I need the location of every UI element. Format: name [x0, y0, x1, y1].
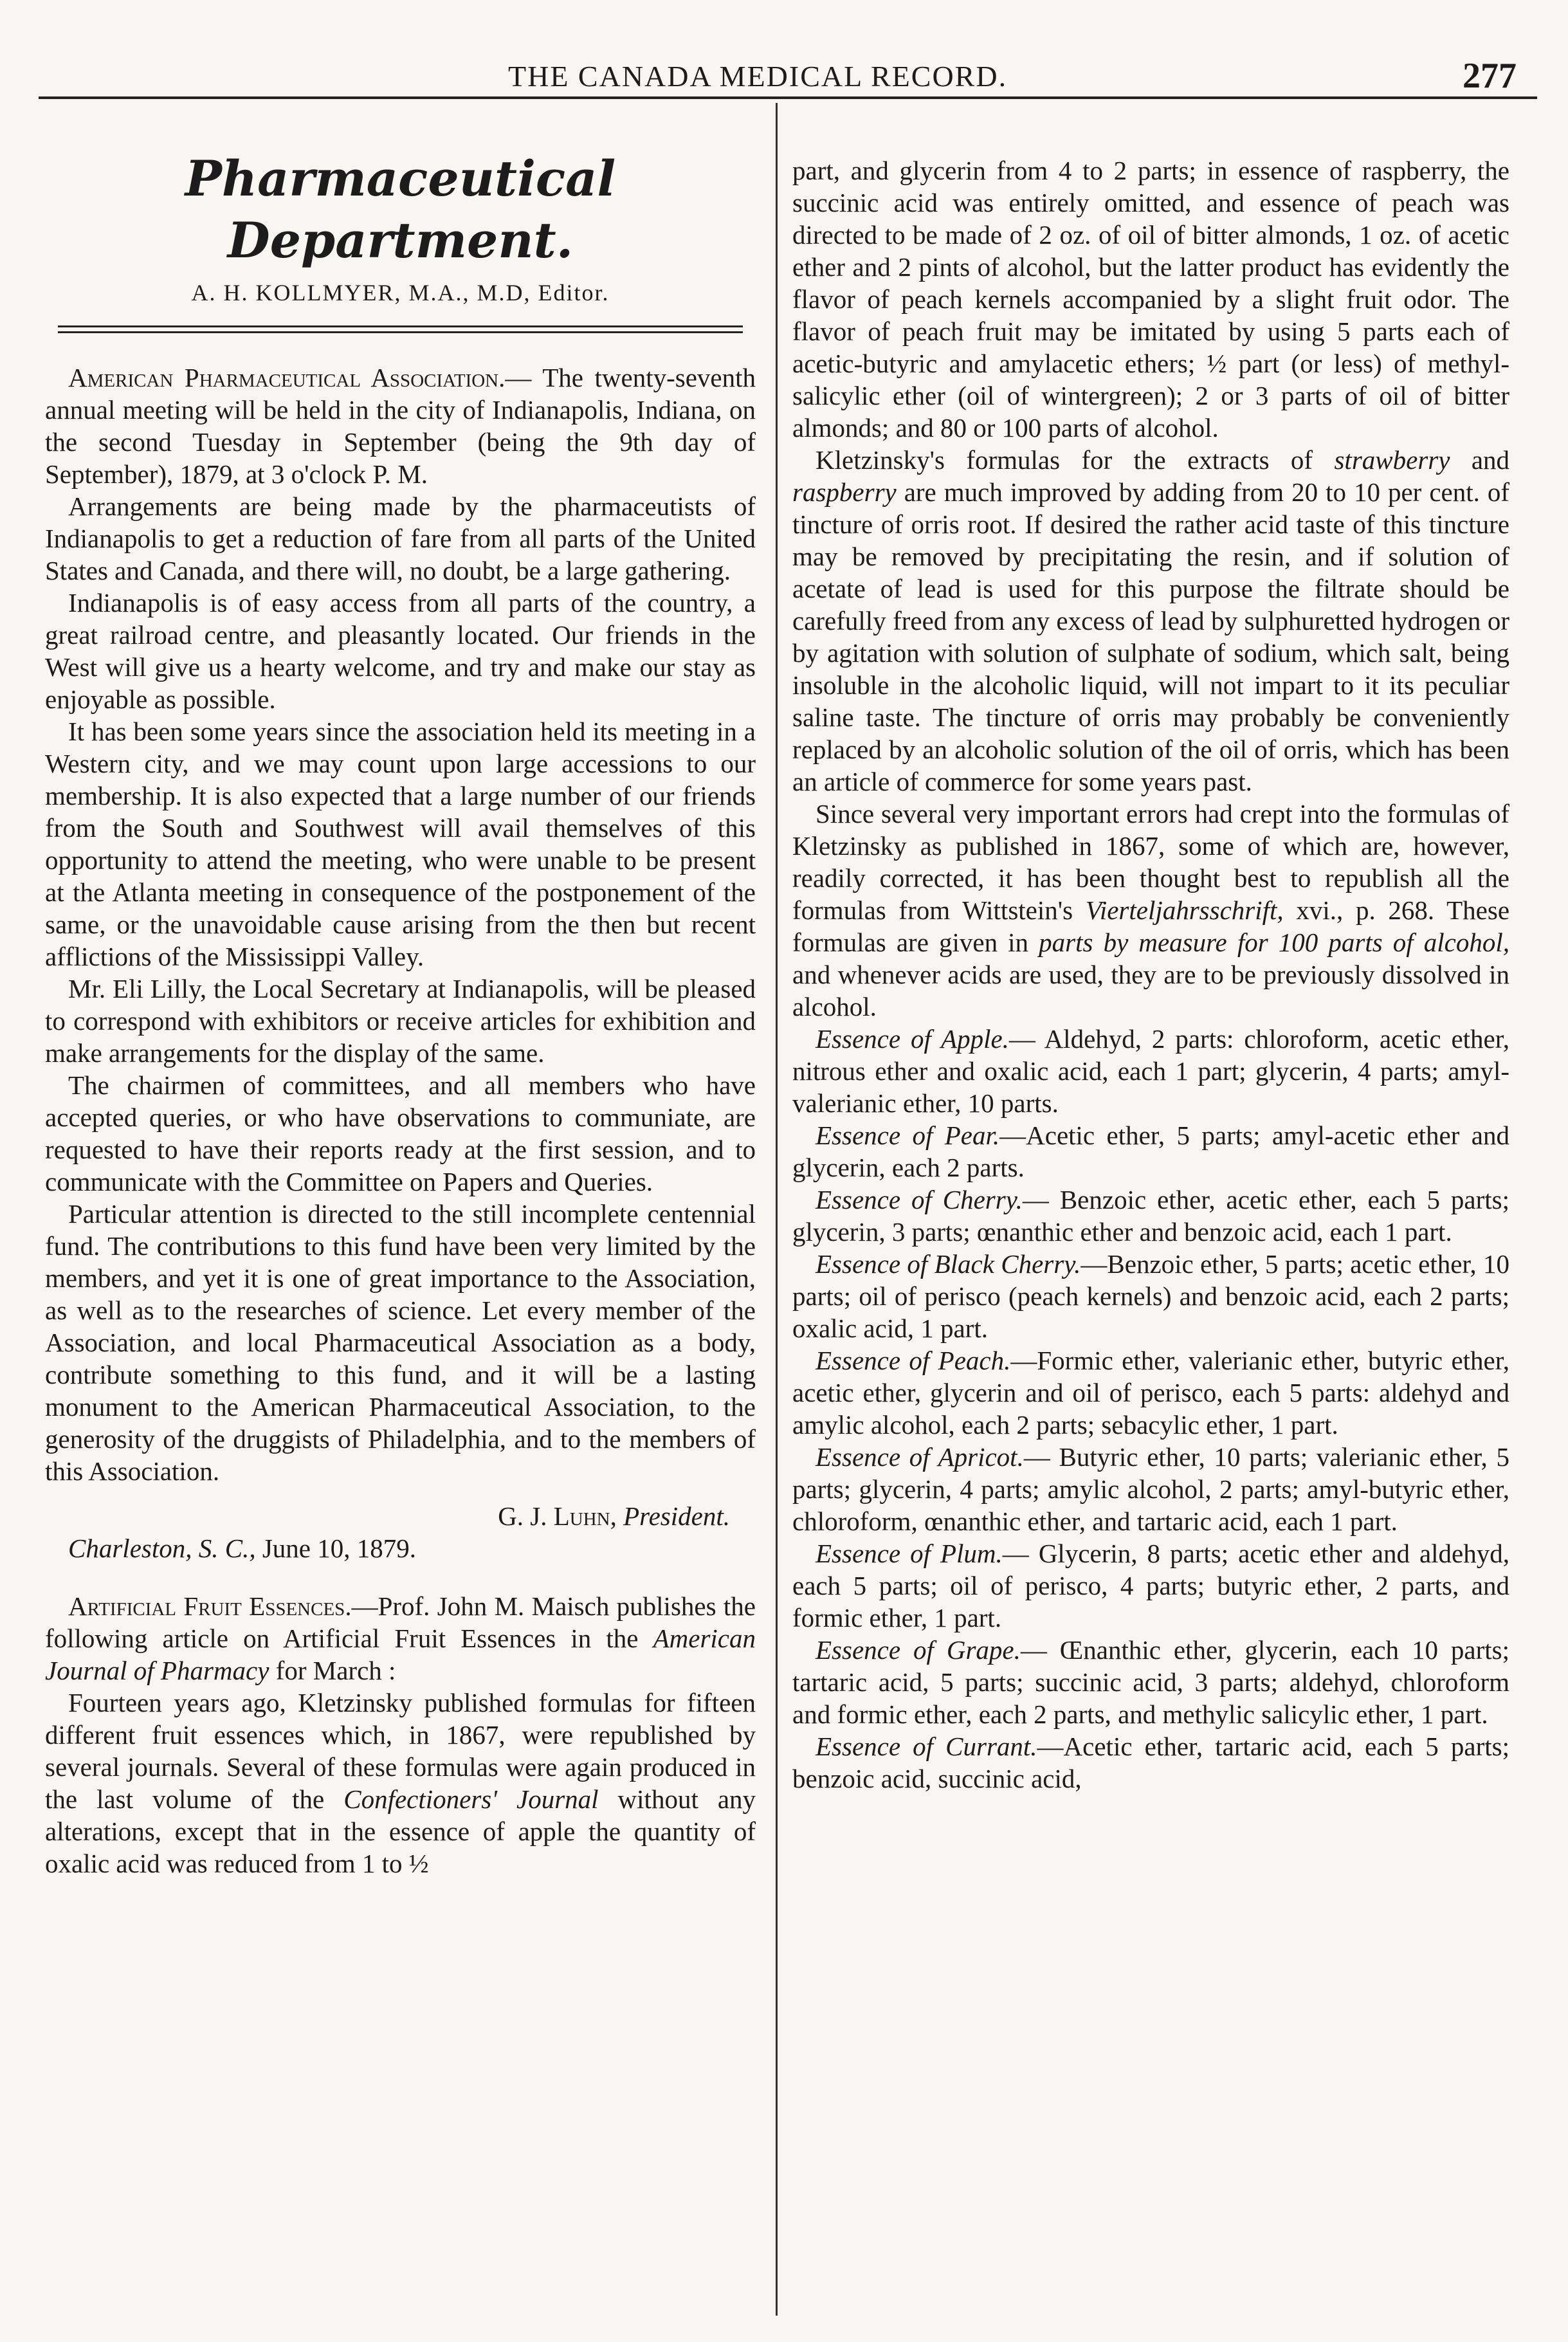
signature [45, 1500, 756, 1532]
raspberry-term: raspberry [792, 477, 897, 507]
afe-text-2-end: without any alterations, except that in the essence of apple the quantity of oxalic acid was reduced from 1 to ½ [45, 1784, 756, 1878]
running-head [0, 26, 1568, 96]
essence-name: Essence of Peach. [816, 1346, 1011, 1375]
essence-text: —Acetic ether, tartaric acid, each 5 parts; benzoic acid, succinic acid, [792, 1732, 1509, 1793]
afe-journal-2: Confectioners' Journal [343, 1784, 599, 1814]
aph-paragraph-4: It has been some years since the association held its meeting in a Western city, and we may count upon large accessions to our membership. It is also expected that a large number of our friends from the South and Southwest will avail themselves of this opportunity to attend the meeting, who were unable to be present at the Atlanta meeting in consequence of the postponement of the same, or the unavoidable cause arising from the then but recent afflictions of the Mississippi Valley. [45, 717, 756, 971]
afe-text-2: Fourteen years ago, Kletzinsky published formulas for fifteen different fruit essences which, in 1867, were republished by several journals. Several of these formulas were again produced in the last volume of the [45, 1688, 756, 1814]
strawberry-term: strawberry [1334, 445, 1450, 475]
aph-paragraph-7: Particular attention is directed to the still incomplete centennial fund. The contributions to this fund have been very limited by the members, and yet it is one of great importance to the Association, as well as to the researches of science. Let every member of the Association, and local Pharmaceutical Association as a body, contribute something to this fund, and it will be a lasting monument to the American Pharmaceutical Association, to the generosity of the druggists of Philadelphia, and to the members of this Association. [45, 1199, 756, 1486]
aph-heading: American Pharmaceutical Association.— [68, 363, 532, 392]
department-editor: A. H. KOLLMYER, M.A., M.D, Editor. [191, 280, 610, 306]
right-text-3b: xvi., p. 268. These formulas are given in [792, 895, 1510, 957]
measure-term: parts by measure for 100 parts of alcohol, [1039, 928, 1510, 957]
department-title: Pharmaceutical Department. [185, 150, 616, 269]
essence-paragraph [792, 1634, 1509, 1730]
essence-paragraph [792, 1730, 1509, 1795]
afe-paragraph-2 [45, 1687, 756, 1880]
essence-name: Essence of Apple. [816, 1024, 1009, 1054]
essence-paragraph [792, 1537, 1509, 1634]
essence-name: Essence of Grape. [816, 1635, 1021, 1665]
right-paragraph-3 [792, 798, 1509, 1023]
place: Charleston, S. C., [68, 1533, 256, 1563]
essence-name: Essence of Pear. [816, 1121, 1000, 1150]
essence-name: Essence of Cherry. [816, 1185, 1023, 1214]
right-text-2a: Kletzinsky's formulas for the extracts of [816, 445, 1313, 475]
essence-name: Essence of Black Cherry. [816, 1249, 1081, 1279]
page-number: 277 [1463, 56, 1517, 96]
place-date [45, 1532, 756, 1564]
aph-text-1: The twenty-seventh annual meeting will be held in the city of Indianapolis, Indiana, on the second Tuesday in September (being the 9th day of September), 1879, at 3 o'clock P. M. [45, 363, 756, 489]
afe-journal-1: American Journal of Pharmacy [45, 1624, 756, 1685]
aph-paragraph-5: Mr. Eli Lilly, the Local Secretary at Indianapolis, will be pleased to correspond with exhibitors or receive articles for exhibition and make arrangements for the display of the same. [45, 974, 756, 1068]
date: June 10, 1879. [262, 1533, 416, 1563]
essence-text: —Formic ether, valerianic ether, butyric ether, acetic ether, glycerin and oil of perisco, each 5 parts: aldehyd and amylic alcohol, each 2 parts; sebacylic ether, 1 part. [792, 1346, 1509, 1440]
essence-text: —Benzoic ether, 5 parts; acetic ether, 10 parts; oil of perisco (peach kernels) and benzoic acid, each 2 parts; oxalic acid, 1 part. [792, 1249, 1510, 1343]
essence-paragraph [792, 1184, 1509, 1248]
essence-text: — Œnanthic ether, glycerin, each 10 parts; tartaric acid, 5 parts; succinic acid, 3 parts; aldehyd, chloroform and formic ether, each 2 parts, and methylic salicylic ether, 1 part. [792, 1635, 1509, 1729]
essence-paragraph [792, 1344, 1509, 1441]
essence-text: — Benzoic ether, acetic ether, each 5 parts; glycerin, 3 parts; œnanthic ether and benzoic acid, each 1 part. [792, 1185, 1509, 1247]
essence-text: — Butyric ether, 10 parts; valerianic ether, 5 parts; glycerin, 4 parts; amylic alcohol, 2 parts; amyl-butyric ether, chloroform, œnanthic ether, and tartaric acid, each 1 part. [792, 1442, 1509, 1536]
right-text-3c: and whenever acids are used, they are to be previously dissolved in alcohol. [792, 960, 1509, 1021]
essence-paragraph [792, 1441, 1509, 1537]
right-text-2b: and [1471, 445, 1510, 475]
header-rule [39, 96, 1537, 99]
essence-name: Essence of Currant. [816, 1732, 1037, 1761]
afe-text-1-end: for March : [275, 1656, 396, 1685]
section-double-rule [58, 325, 743, 333]
running-title: THE CANADA MEDICAL RECORD. [508, 60, 1008, 93]
afe-heading: Artificial Fruit Essences. [68, 1591, 352, 1621]
right-paragraph-2 [792, 444, 1509, 798]
essence-paragraph [792, 1023, 1509, 1119]
essence-name: Essence of Plum. [816, 1539, 1003, 1568]
afe-paragraph-1 [45, 1590, 756, 1687]
afe-text-1: —Prof. John M. Maisch publishes the following article on Artificial Fruit Essences in the [45, 1591, 756, 1653]
vierteljahrsschrift-title: Vierteljahrsschrift, [1085, 895, 1284, 925]
right-text-2c: are much improved by adding from 20 to 10 per cent. of tincture of orris root. If desired the rather acid taste of this tincture may be removed by precipitating the resin, and if solution of acetate of lead is used for this purpose the filtrate should be carefully freed from any excess of lead by sulphuretted hydrogen or by agitation with solution of sulphate of sodium, which salt, being insoluble in the alcoholic liquid, will not impart to it its peculiar saline taste. The tincture of orris may probably be conveniently replaced by an alcoholic solution of the oil of orris, which has been an article of commerce for some years past. [792, 477, 1509, 796]
aph-paragraph-2: Arrangements are being made by the pharmaceutists of Indianapolis to get a reduction of fare from all parts of the United States and Canada, and there will, no doubt, be a large gathering. [45, 491, 756, 585]
column-rule [776, 103, 778, 2316]
essence-name: Essence of Apricot. [816, 1442, 1024, 1472]
left-column [45, 122, 756, 1880]
essence-paragraph [792, 1248, 1509, 1344]
aph-paragraph-1 [45, 361, 756, 490]
essence-text: —Acetic ether, 5 parts; amyl-acetic ether and glycerin, each 2 parts. [792, 1121, 1509, 1182]
right-column [792, 154, 1509, 1795]
essence-paragraph [792, 1119, 1509, 1184]
essence-text: — Glycerin, 8 parts; acetic ether and aldehyd, each 5 parts; oil of perisco, 4 parts; butyric ether, 2 parts, and formic ether, 1 part. [792, 1539, 1510, 1633]
aph-paragraph-6: The chairmen of committees, and all members who have accepted queries, or who have observations to communiate, are requested to have their reports ready at the first session, and to communicate with the Committee on Papers and Queries. [45, 1070, 756, 1196]
signature-name: G. J. Luhn, [498, 1501, 617, 1531]
signature-title: President. [623, 1501, 730, 1531]
right-paragraph-1: part, and glycerin from 4 to 2 parts; in essence of raspberry, the succinic acid was entirely omitted, and essence of peach was directed to be made of 2 oz. of oil of bitter almonds, 1 oz. of acetic ether and 2 pints of alcohol, but the latter product has evidently the flavor of peach kernels accompanied by a slight fruit odor. The flavor of peach fruit may be imitated by using 5 parts each of acetic-butyric and amylacetic ethers; ½ part (or less) of methyl-salicylic ether (oil of wintergreen); 2 or 3 parts of oil of bitter almonds; and 80 or 100 parts of alcohol. [792, 156, 1509, 443]
right-text-3a: Since several very important errors had crept into the formulas of Kletzinsky as published in 1867, some of which are, however, readily corrected, it has been thought best to republish all the formulas from Wittstein's [792, 799, 1509, 925]
essence-text: — Aldehyd, 2 parts: chloroform, acetic ether, nitrous ether and oxalic acid, each 1 part; glycerin, 4 parts; amyl-valerianic ether, 10 parts. [792, 1024, 1509, 1118]
aph-paragraph-3: Indianapolis is of easy access from all parts of the country, a great railroad centre, and pleasantly located. Our friends in the West will give us a hearty welcome, and try and make our stay as enjoyable as possible. [45, 588, 756, 714]
